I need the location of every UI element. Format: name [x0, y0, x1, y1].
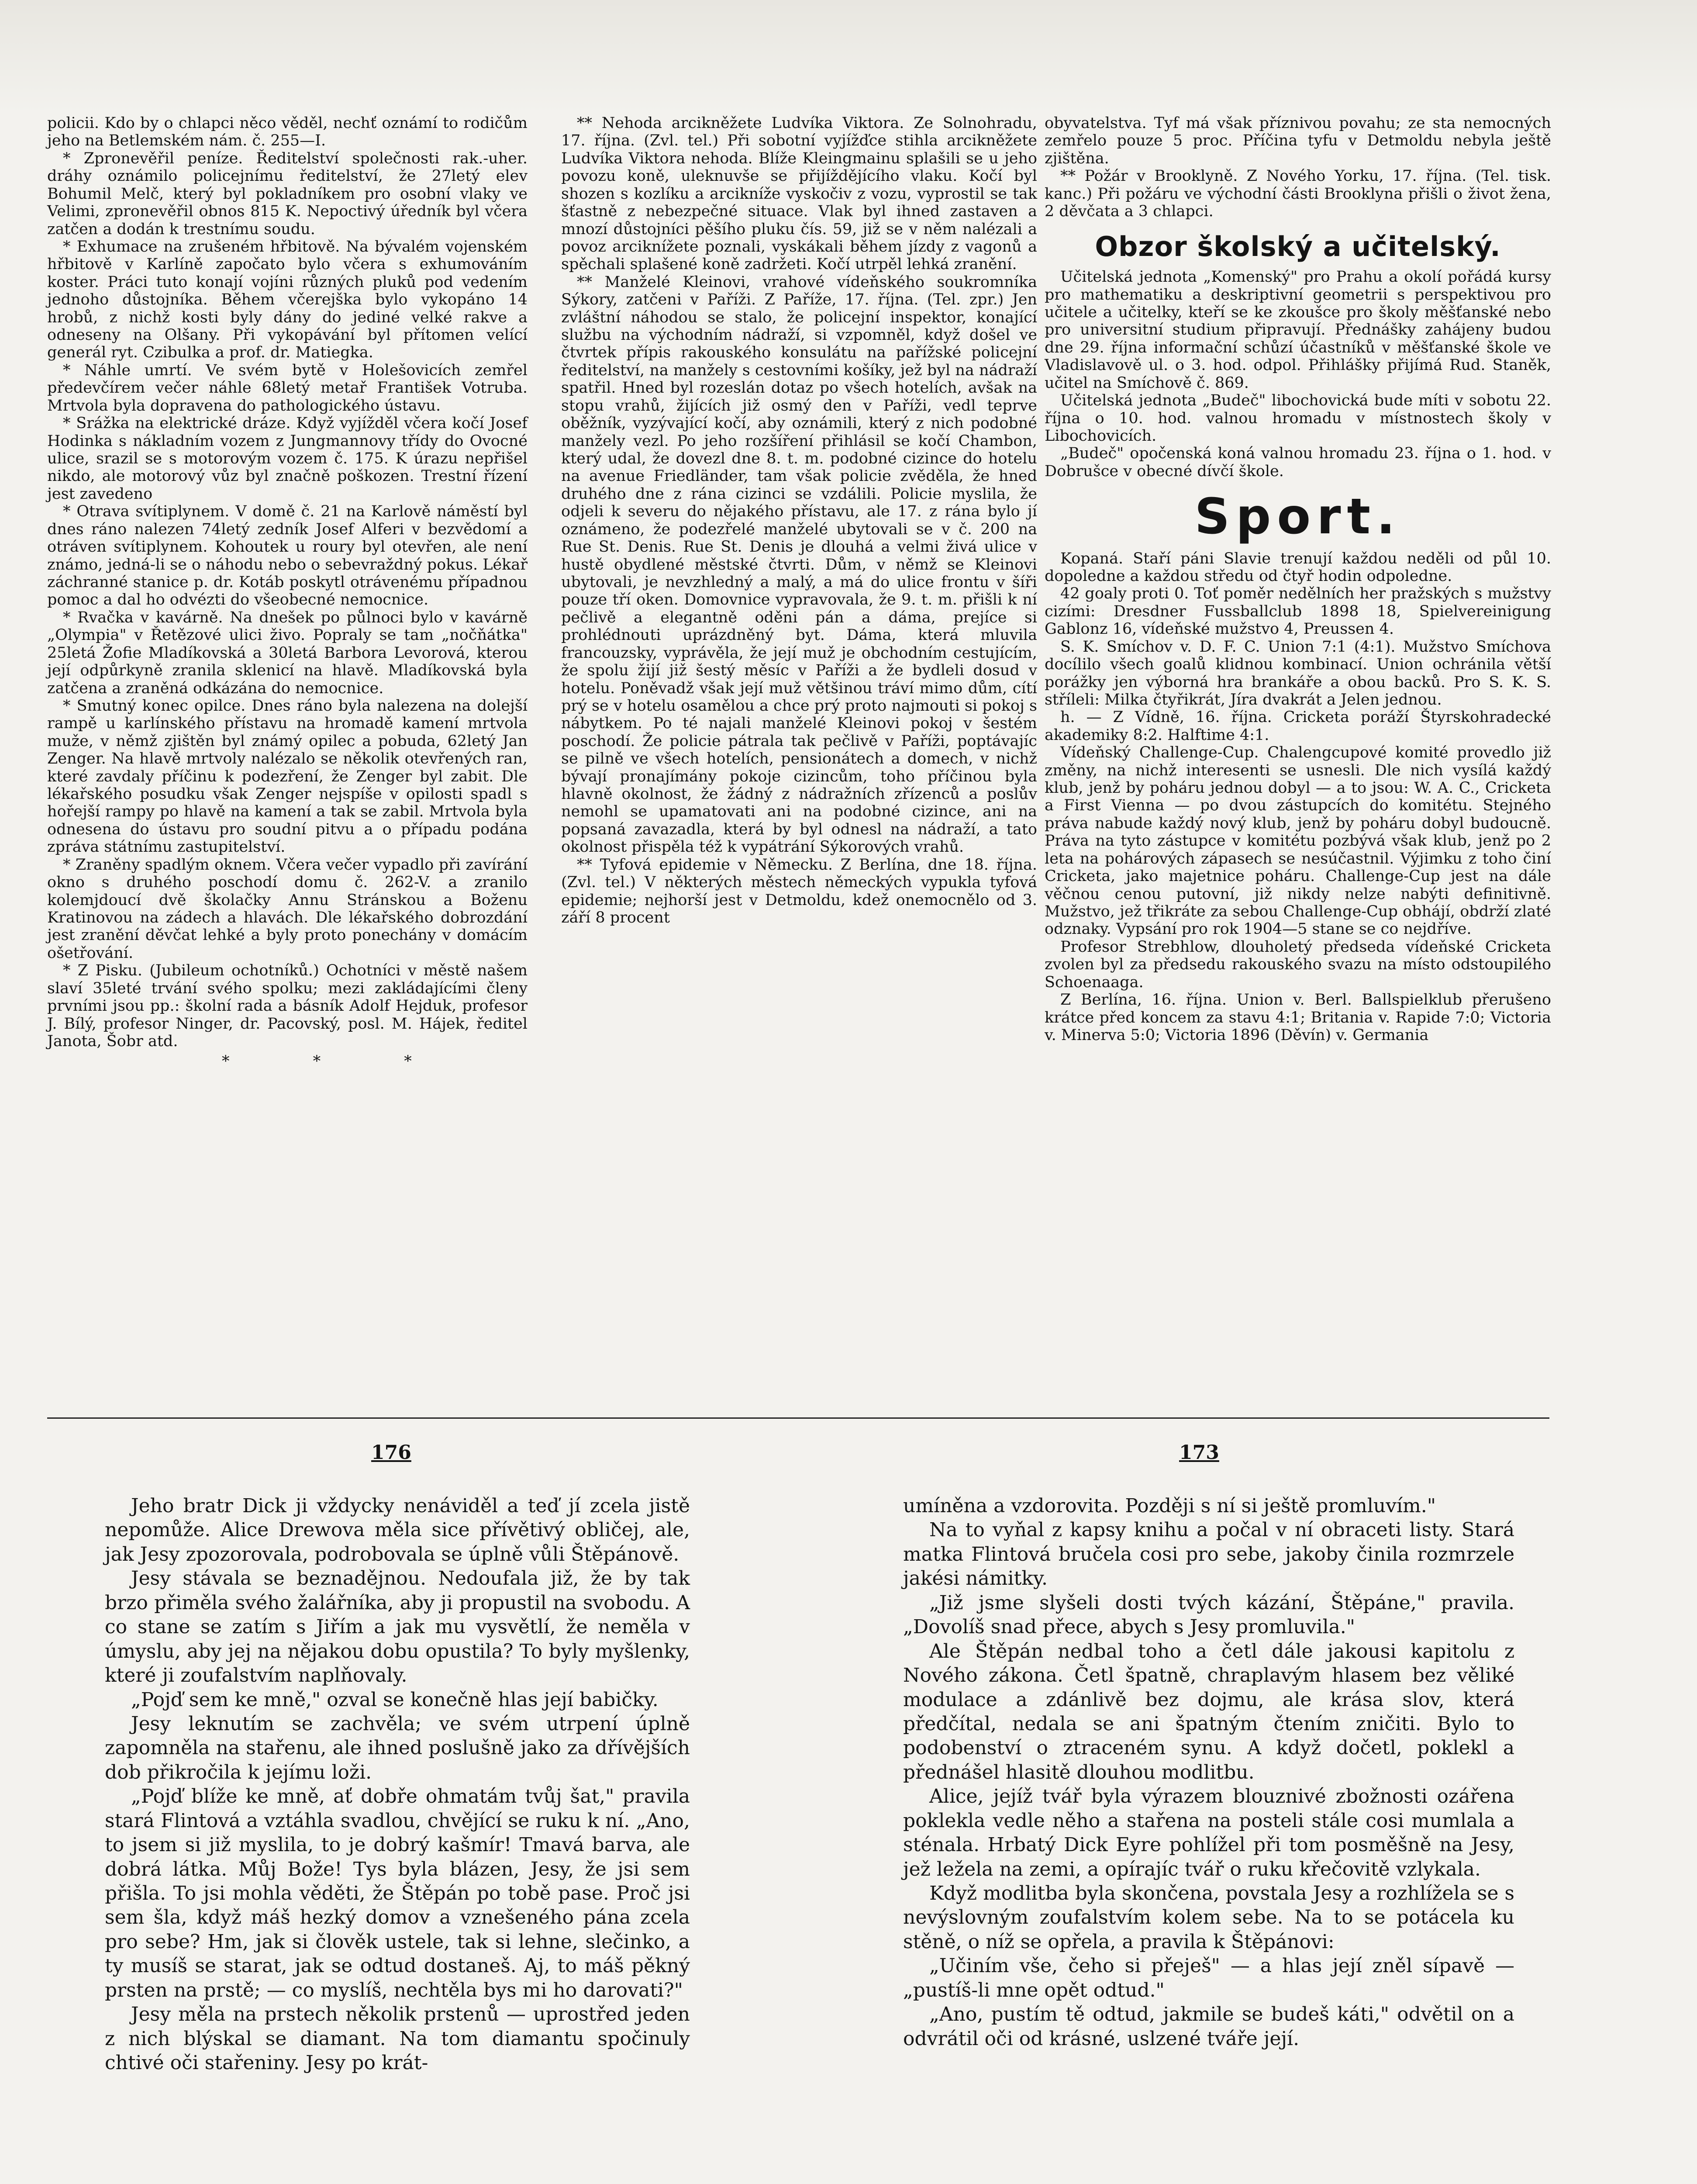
newspaper-bottom-rule [47, 1417, 1549, 1419]
section-heading-school: Obzor školský a učitelský. [1095, 230, 1501, 263]
news-item: ** Manželé Kleinovi, vrahové vídeňského soukromníka Sýkory, zatčeni v Paříži. Z Paříže, 17. října. (Tel. zpr.) Jen zvláštní náhodou se stalo, že policejní inspektor, konající službu na východním nádraží, si vzpomněl, když došel ve čtvrtek přípis rakouského konsulátu na pařížské policejní ředitelství, na manžely s cestovními košíky, jež byl na nádraží spatřil. Hned byl rozeslán dotaz po všech hotelích, avšak na stopu vrahů, žijících již osmý den v Paříži, vedl teprve oběžník, vyzývající kočí, aby oznámili, který z nich podobné manžely vezl. Po jeho rozšíření přihlásil se kočí Chambon, který udal, že dovezl dne 8. t. m. podobné cizince do hotelu na avenue Friedländer, tam však policie zvěděla, že hned druhého dne z rána cizinci se vzdálili. Policie myslila, že odjeli k severu do nějakého přístavu, ale 17. z rána bylo jí oznámeno, že podezřelé manželé ubytovali se v č. 200 na Rue St. Denis. Rue St. Denis je dlouhá a velmi živá ulice v hustě obydlené městské čtvrti. Dům, v němž se Kleinovi ubytovali, je nevzhledný a malý, a má do ulice frontu v šíři pouze tří oken. Domovnice vypravovala, že 9. t. m. přišli k ní pečlivě a elegantně oděni pán a dáma, prejíce si prohlédnouti uprázdněný byt. Dáma, která mluvila francouzsky, vyprávěla, že její muž je obchodním cestujícím, že spolu žijí již šestý měsíc v Paříži a že bydleli dosud v hotelu. Poněvadž však její muž většinou tráví mimo dům, cítí prý se v hotelu osamělou a chce prý proto najmouti si pokoj s nábytkem. Po té najali manželé Kleinovi pokoj v šestém poschodí. Že policie pátrala tak pečlivě v Paříži, poptávajíc se pilně ve všech hotelích, pensionátech a domech, v nichž bývají pronajímány pokoje cizincům, toho příčinou byla hlavně okolnost, že žádný z nádražních zřízenců a poslův nemohl se upamatovati ani na podobné cizince, ani na popsaná zavazadla, která by byl odnesl na nádraží, a tato okolnost přispěla též k vypátrání Sýkorových vrahů. [561, 273, 1037, 856]
section-heading-sport: Sport. [1194, 488, 1401, 546]
news-item: Kopaná. Staří páni Slavie trenují každou neděli od půl 10. dopoledne a každou středu od čtyř hodin odpoledne. [1045, 549, 1551, 585]
news-item: * Srážka na elektrické dráze. Když vyjížděl včera kočí Josef Hodinka s nákladním vozem z Jungmannovy třídy do Ovocné ulice, srazil se s motorovým vozem č. 175. K úrazu nepřišel nikdo, ale motorový vůz byl značně poškozen. Trestní řízení jest zavedeno [47, 415, 528, 503]
novel-paragraph: „Ano, pustím tě odtud, jakmile se budeš káti," odvětil on a odvrátil oči od krásné, uslzené tváře její. [903, 2003, 1514, 2050]
novel-page-left [105, 1494, 690, 2075]
news-item: Učitelská jednota „Komenský" pro Prahu a okolí pořádá kursy pro mathematiku a deskriptivní geometrii s perspektivou pro učitele a učitelky, kteří se ke zkoušce pro školy měšťanské nebo pro universitní studium připravují. Přednášky zahájeny budou dne 29. října informační schůzí účastníků v měšťanské škole ve Vladislavově ul. o 3. hod. odpol. Přihlášky přijímá Rud. Staněk, učitel na Smíchově č. 869. [1045, 268, 1551, 392]
news-item: Profesor Strebhlow, dlouholetý předseda vídeňské Cricketa zvolen byl za předsedu rakouského svazu na místo odstoupilého Schoenaaga. [1045, 938, 1551, 991]
news-item: * Smutný konec opilce. Dnes ráno byla nalezena na dolejší rampě u karlínského přístavu na hromadě kamení mrtvola muže, v němž zjištěn byl známý opilec a pobuda, 62letý Jan Zenger. Na hlavě mrtvoly nalézalo se několik otevřených ran, které zavdaly příčinu k podezření, že Zenger byl zabit. Dle lékařského posudku však Zenger nejspíše v opilosti spadl s hořejší rampy po hlavě na kamení a tak se zabil. Mrtvola byla odnesena do ústavu pro soudní pitvu a o případu podána zpráva státnímu zastupitelství. [47, 697, 528, 856]
novel-paragraph: Jesy měla na prstech několik prstenů — uprostřed jeden z nich blýskal se diamant. Na tom diamantu spočinuly chtivé oči stařeniny. Jesy po krát- [105, 2003, 690, 2074]
news-item: 42 goaly proti 0. Toť poměr nedělních her pražských s mužstvy cizími: Dresdner Fussballclub 1898 18, Spielvereinigung Gablonz 16, vídeňské mužstvo 4, Preussen 4. [1045, 585, 1551, 638]
page-number-right: 173 [1179, 1441, 1219, 1464]
news-item: Učitelská jednota „Budeč" libochovická bude míti v sobotu 22. října o 10. hod. valnou hromadu v místnostech školy v Libochovicích. [1045, 392, 1551, 445]
news-item: ** Nehoda arcikněžete Ludvíka Viktora. Ze Solnohradu, 17. října. (Zvl. tel.) Při sobotní vyjížďce stihla arcikněžete Ludvíka Viktora nehoda. Blíže Kleingmainu splašili se u jeho povozu koně, uleknuvše se přijíždějícího vlaku. Kočí byl shozen s kozlíku a arcikníže vyskočiv z vozu, vyprostil se tak šťastně z nebezpečné situace. Vlak byl ihned zastaven a mnozí důstojníci pěšího pluku čís. 59, již se v něm nalézali a povoz arciknížete poznali, vyskákali během jízdy z vagonů a spěchali splašené koně zadržeti. Kočí utrpěl lehká zranění. [561, 114, 1037, 273]
news-item: Z Berlína, 16. října. Union v. Berl. Ballspielklub přerušeno krátce před koncem za stavu 4:1; Britania v. Rapide 7:0; Victoria v. Minerva 5:0; Victoria 1896 (Děvín) v. Germania [1045, 991, 1551, 1044]
novel-paragraph: Alice, jejíž tvář byla výrazem blouznivé zbožnosti ozářena poklekla vedle něho a stařena na posteli stále cosi mumlala a sténala. Hrbatý Dick Eyre pohlížel při tom posměšně na Jesy, jež ležela na zemi, a opírajíc tvář o ruku křečovitě vzlykala. [903, 1785, 1514, 1880]
news-item: S. K. Smíchov v. D. F. C. Union 7:1 (4:1). Mužstvo Smíchova docílilo všech goalů klidnou kombinací. Union ochránila větší porážky jen výborná hra brankáře a obou backů. Pro S. K. S. stříleli: Milka čtyřikrát, Jíra dvakrát a Jelen jednou. [1045, 638, 1551, 708]
news-column-3 [1045, 114, 1551, 1044]
news-item: * Zpronevěřil peníze. Ředitelství společnosti rak.-uher. dráhy oznámilo policejnímu ředitelství, že 27letý elev Bohumil Melč, který byl pokladníkem pro osobní vlaky ve Velimi, zpronevěřil obnos 815 K. Nepoctivý úředník byl včera zatčen a dodán k trestnímu soudu. [47, 149, 528, 238]
novel-paragraph: Jesy stávala se beznadějnou. Nedoufala již, že by tak brzo přiměla svého žalářníka, aby ji propustil na svobodu. A co stane se zatím s Jiřím a jak mu vysvětlí, že neměla v úmyslu, aby jej na nějakou dobu opustila? To byly myšlenky, které ji zoufalstvím naplňovaly. [105, 1567, 690, 1687]
novel-paragraph: „Pojď sem ke mně," ozval se konečně hlas její babičky. [131, 1688, 659, 1711]
news-item: * Náhle umrtí. Ve svém bytě v Holešovicích zemřel předevčírem večer náhle 68letý metař František Votruba. Mrtvola byla dopravena do pathologického ústavu. [47, 361, 528, 415]
novel-paragraph: „Pojď blíže ke mně, ať dobře ohmatám tvůj šat," pravila stará Flintová a vztáhla svadlou, chvějící se ruku k ní. „Ano, to jsem si již myslila, to je dobrý kašmír! Tmavá barva, ale dobrá látka. Můj Bože! Tys byla blázen, Jesy, že jsi sem přišla. To jsi mohla věděti, že Štěpán po tobě pase. Proč jsi sem šla, když máš hezký domov a vznešeného pána zcela pro sebe? Hm, jak si člověk ustele, tak si lehne, slečinko, a ty musíš se starat, jak se odtud dostaneš. Aj, to máš pěkný prsten na prstě; — co myslíš, nechtěla bys mi ho darovati?" [105, 1785, 690, 2001]
section-divider-stars: * * * [222, 1053, 451, 1071]
news-item: Vídeňský Challenge-Cup. Chalengcupové komité provedlo již změny, na nichž interesenti se usnesli. Dle nich vysílá každý klub, jenž by poháru jednou dobyl — a to jsou: W. A. C., Cricketa a First Vienna — po dvou zástupcích do komitétu. Stejného práva nabude každý nový klub, jenž by poháru dobyl budoucně. Práva na tyto zástupce v komitétu pozbývá však klub, jenž po 2 leta na pohárových zápasech se nesúčastnil. Výjimku z toho činí Cricketa, jako majetnice poháru. Challenge-Cup jest na dále věčnou cenou putovní, již nikdy nelze nabýti definitivně. Mužstvo, jež třikráte za sebou Challenge-Cup obhájí, obdrží zlaté odznaky. Vypsání pro rok 1904—5 stane se co nejdříve. [1045, 744, 1551, 938]
news-item: * Z Pisku. (Jubileum ochotníků.) Ochotníci v městě našem slaví 35leté trvání svého spolku; mezi zakládajícími členy prvními jsou pp.: školní rada a básník Adolf Hejduk, profesor J. Bílý, profesor Ninger, dr. Pacovský, posl. M. Hájek, ředitel Janota, Šobr atd. [47, 962, 528, 1050]
novel-paragraph: „Učiním vše, čeho si přeješ" — a hlas její zněl sípavě — „pustíš-li mne opět odtud." [903, 1955, 1514, 2001]
news-item: * Otrava svítiplynem. V domě č. 21 na Karlově náměstí byl dnes ráno nalezen 74letý zedník Josef Alferi v bezvědomí a otráven svítiplynem. Kohoutek u roury byl otevřen, ale není známo, jedná-li se o náhodu nebo o sebevraždný pokus. Lékař záchranné stanice p. dr. Kotáb poskytl otrávenému případnou pomoc a dal ho odvézti do všeobecné nemocnice. [47, 503, 528, 609]
news-item: * Exhumace na zrušeném hřbitově. Na bývalém vojenském hřbitově v Karlíně započato bylo včera s exhumováním koster. Práci tuto konají vojíni různých pluků pod vedením jednoho důstojníka. Během včerejška bylo vykopáno 14 hrobů, z nichž kosti byly dány do jediné velké rakve a odneseny na Olšany. Při vykopávání byl přítomen velící generál ryt. Czibulka a prof. dr. Matiegka. [47, 238, 528, 362]
news-column-2 [561, 114, 1037, 926]
novel-paragraph: Jeho bratr Dick ji vždycky nenáviděl a teď jí zcela jistě nepomůže. Alice Drewova měla sice přívětivý obličej, ale, jak Jesy zpozorovala, podrobovala se úplně vůli Štěpánově. [105, 1495, 690, 1565]
news-item: ** Požár v Brooklyně. Z Nového Yorku, 17. října. (Tel. tisk. kanc.) Při požáru ve východní části Brooklyna přišli o život žena, 2 děvčata a 3 chlapci. [1045, 167, 1551, 221]
novel-paragraph: „Již jsme slyšeli dosti tvých kázání, Štěpáne," pravila. „Dovolíš snad přece, abych s Jesy promluvila." [903, 1591, 1514, 1638]
page-top-shade [0, 0, 1697, 114]
news-item: h. — Z Vídně, 16. října. Cricketa poráží Štyrskohradecké akademiky 8:2. Halftime 4:1. [1045, 708, 1551, 744]
news-item: * Zraněny spadlým oknem. Včera večer vypadlo při zavírání okno s druhého poschodí domu č. 262-V. a zranilo kolemjdoucí dvě školačky Annu Stránskou a Boženu Kratinovou na zádech a hlavách. Dle lékařského dobrozdání jest zranění děvčat lehké a byly proto ponechány v domácím ošetřování. [47, 856, 528, 962]
news-paragraph: policii. Kdo by o chlapci něco věděl, nechť oznámí to rodičům jeho na Betlemském nám. č. 255—I. [47, 114, 528, 150]
novel-paragraph: Na to vyňal z kapsy knihu a počal v ní obraceti listy. Stará matka Flintová bručela cosi pro sebe, jakoby činila rozmrzele jakési námitky. [903, 1519, 1514, 1590]
novel-paragraph: umíněna a vzdorovita. Později s ní si ještě promluvím." [903, 1495, 1436, 1517]
news-item: ** Tyfová epidemie v Německu. Z Berlína, dne 18. října. (Zvl. tel.) V některých městech německých vypukla tyfová epidemie; nejhorší jest v Detmoldu, kdež onemocnělo od 3. září 8 procent [561, 856, 1037, 926]
news-column-1 [47, 114, 528, 1071]
novel-paragraph: Jesy leknutím se zachvěla; ve svém utrpení úplně zapomněla na stařenu, ale ihned poslušně jako za dřívějších dob přikročila k jejímu loži. [105, 1712, 690, 1783]
novel-page-right [903, 1494, 1514, 2051]
page-number-left: 176 [371, 1441, 411, 1464]
news-item: „Budeč" opočenská koná valnou hromadu 23. října o 1. hod. v Dobrušce v obecné dívčí škole. [1045, 445, 1551, 480]
news-paragraph: obyvatelstva. Tyf má však příznivou povahu; ze sta nemocných zemřelo pouze 5 proc. Příčina tyfu v Detmoldu nebyla ještě zjištěna. [1045, 114, 1551, 167]
news-item: * Rvačka v kavárně. Na dnešek po půlnoci bylo v kavárně „Olympia" v Řetězové ulici živo. Popraly se tam „nočňátka" 25letá Žofie Mladíkovská a 30letá Barbora Levorová, kterou její odpůrkyně zranila sklenicí na hlavě. Mladíkovská byla zatčena a zraněná odkázána do nemocnice. [47, 608, 528, 697]
novel-paragraph: Ale Štěpán nedbal toho a četl dále jakousi kapitolu z Nového zákona. Četl špatně, chraplavým hlasem bez věliké modulace a zdánlivě bez dojmu, ale krása slov, která předčítal, nedala se ani špatným čtením zničiti. Bylo to podobenství o ztraceném synu. A když dočetl, poklekl a přednášel hlasitě dlouhou modlitbu. [903, 1640, 1514, 1783]
novel-paragraph: Když modlitba byla skončena, povstala Jesy a rozhlížela se s nevýslovným zoufalstvím kolem sebe. Na to se potácela ku stěně, o níž se opřela, a pravila k Štěpánovi: [903, 1882, 1514, 1953]
